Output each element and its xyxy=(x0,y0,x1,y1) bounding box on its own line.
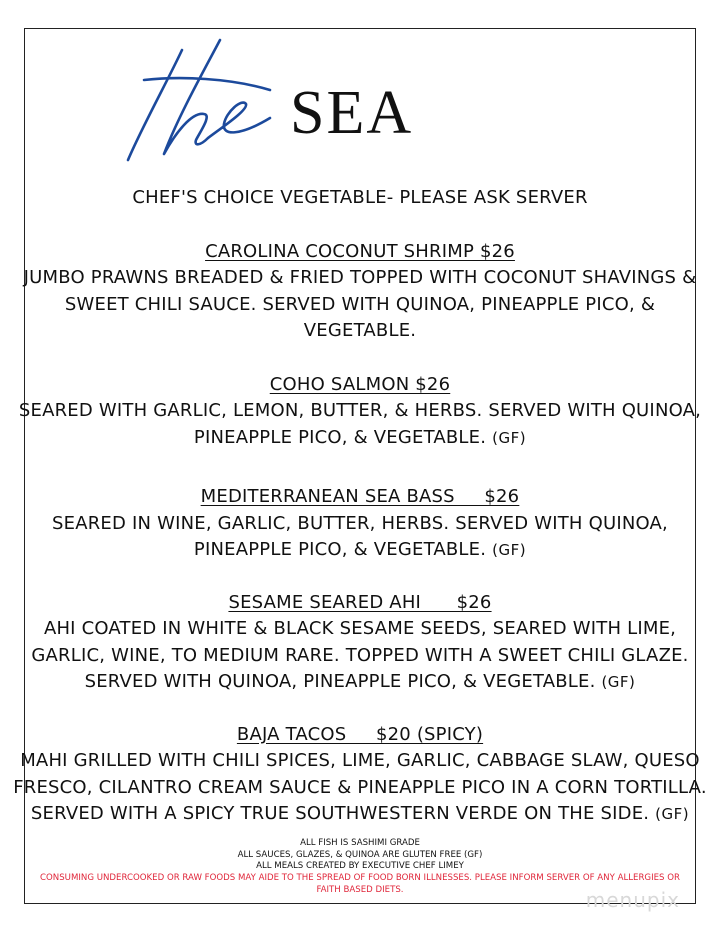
logo-sea-word: SEA xyxy=(290,79,414,147)
footer-note: ALL SAUCES, GLAZES, & QUINOA ARE GLUTEN FREE (GF) xyxy=(237,849,483,860)
menu-body xyxy=(0,185,720,828)
item-description-line: MAHI GRILLED WITH CHILI SPICES, LIME, GARLIC, CABBAGE SLAW, QUESO xyxy=(20,750,700,771)
menu-item-coho-salmon xyxy=(0,372,720,452)
gluten-free-tag: (GF) xyxy=(655,805,690,823)
gluten-free-tag: (GF) xyxy=(492,541,527,559)
raw-food-warning: FAITH BASED DIETS. xyxy=(316,884,404,895)
item-title: BAJA TACOS $20 (SPICY) xyxy=(236,723,484,745)
item-description-line: SERVED WITH QUINOA, PINEAPPLE PICO, & VEGETABLE. xyxy=(84,671,602,692)
item-description-line: SEARED WITH GARLIC, LEMON, BUTTER, & HERBS. SERVED WITH QUINOA, xyxy=(18,400,702,421)
item-description-line: AHI COATED IN WHITE & BLACK SESAME SEEDS, SEARED WITH LIME, xyxy=(43,618,677,639)
item-title: SESAME SEARED AHI $26 xyxy=(228,591,492,613)
raw-food-warning: CONSUMING UNDERCOOKED OR RAW FOODS MAY AIDE TO THE SPREAD OF FOOD BORN ILLNESSES. PLEASE INFORM SERVER OF ANY ALLERGIES OR xyxy=(40,873,680,884)
item-description-line: JUMBO PRAWNS BREADED & FRIED TOPPED WITH COCONUT SHAVINGS & xyxy=(23,267,697,288)
item-title: MEDITERRANEAN SEA BASS $26 xyxy=(200,486,520,507)
menupix-watermark: menupix xyxy=(585,888,680,912)
item-title: CAROLINA COCONUT SHRIMP $26 xyxy=(205,240,515,262)
the-script-logo xyxy=(120,32,290,167)
gluten-free-tag: (GF) xyxy=(601,673,636,691)
item-description-line: FRESCO, CILANTRO CREAM SAUCE & PINEAPPLE PICO IN A CORN TORTILLA. xyxy=(13,776,707,798)
footer-note: ALL FISH IS SASHIMI GRADE xyxy=(300,838,420,848)
item-description-line: SEARED IN WINE, GARLIC, BUTTER, HERBS. SERVED WITH QUINOA, xyxy=(52,512,668,534)
item-description-line: VEGETABLE. xyxy=(303,320,417,341)
gluten-free-tag: (GF) xyxy=(492,428,527,447)
menu-item-baja-tacos xyxy=(0,722,720,828)
item-title: COHO SALMON $26 xyxy=(269,373,451,395)
item-description-line: GARLIC, WINE, TO MEDIUM RARE. TOPPED WITH A SWEET CHILI GLAZE. xyxy=(31,644,689,666)
the-sea-logo xyxy=(120,32,430,172)
footer-note: ALL MEALS CREATED BY EXECUTIVE CHEF LIMEY xyxy=(256,861,464,872)
menu-item-mediterranean-sea-bass xyxy=(0,484,720,564)
menu-item-coconut-shrimp xyxy=(0,239,720,345)
item-description-line: SERVED WITH A SPICY TRUE SOUTHWESTERN VERDE ON THE SIDE. xyxy=(30,803,656,824)
item-description-line: PINEAPPLE PICO, & VEGETABLE. xyxy=(193,426,493,448)
item-description-line: PINEAPPLE PICO, & VEGETABLE. xyxy=(193,539,493,560)
chef-vegetable-note: CHEF'S CHOICE VEGETABLE- PLEASE ASK SERVER xyxy=(132,187,588,208)
menu-item-sesame-seared-ahi xyxy=(0,590,720,696)
item-description-line: SWEET CHILI SAUCE. SERVED WITH QUINOA, PINEAPPLE PICO, & xyxy=(64,293,656,315)
